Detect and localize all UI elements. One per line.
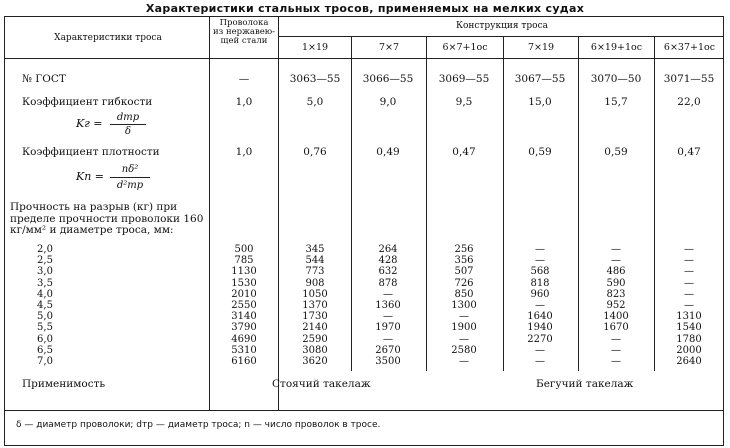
cell-density: 0,59 [528,146,552,158]
strength-cell: 3500 [375,356,401,368]
cell-flexibility: 5,0 [306,96,324,108]
formula-kg-num: dтр [116,112,140,123]
strength-cell: — [684,266,694,278]
header-construction-2: 7×7 [378,42,400,53]
strength-cell: 590 [606,277,626,289]
strength-cell: 2010 [231,288,257,300]
strength-cell: — [459,356,469,368]
strength-cell: 1540 [676,322,702,334]
strength-cell: 2000 [676,344,702,356]
strength-cell: 908 [305,277,325,289]
strength-cell: 2580 [451,344,477,356]
strength-cell: — [535,356,545,368]
cell-gost: 3063—55 [289,73,341,85]
cell-density: 0,76 [303,146,327,158]
strength-cell: 1900 [451,322,477,334]
col-divider [209,16,210,410]
strength-column [214,244,274,367]
header-construction-5: 6×19+1ос [590,42,643,53]
strength-cell: 256 [454,244,474,255]
strength-cell: — [611,244,621,255]
diameter-value: 6,5 [37,344,53,356]
header-stainless: Проволока из нержавею- щей стали [212,18,276,46]
cell-flexibility: 1,0 [235,96,253,108]
diameter-value: 4,0 [37,288,53,300]
strength-label: Прочность на разрыв (кг) при пределе прочности проволоки 160 кг/мм² и диаметре троса, мм: [10,201,204,236]
cell-density: 0,49 [376,146,400,158]
col-divider [654,36,655,371]
header-construction-3: 6×7+1ос [442,42,488,53]
footer-line [4,410,724,411]
strength-cell: 507 [454,266,474,278]
strength-cell: 1670 [603,322,629,334]
diameter-column [30,244,60,367]
strength-cell: — [684,255,694,267]
standing-rigging: Стоячий такелаж [272,378,371,390]
strength-cell: — [611,255,621,267]
strength-cell: — [459,333,469,345]
diameter-value: 5,5 [37,322,53,334]
strength-cell: 818 [530,277,550,289]
diameter-value: 4,5 [37,300,53,312]
strength-cell: 544 [305,255,325,267]
strength-cell: 3620 [302,356,328,368]
strength-cell: 2590 [302,333,328,345]
strength-cell: 726 [454,277,474,289]
strength-cell: 4690 [231,333,257,345]
strength-cell: — [459,311,469,323]
strength-cell: 1300 [451,300,477,312]
strength-cell: 2640 [676,356,702,368]
strength-column [510,244,570,367]
cell-gost: 3067—55 [514,73,566,85]
cell-density: 0,47 [452,146,476,158]
diameter-value: 7,0 [37,356,53,368]
strength-cell: 1530 [231,277,257,289]
formula-kg-den: δ [124,126,132,137]
header-construction-1: 1×19 [301,42,329,53]
strength-cell: — [684,288,694,300]
header-characteristics: Характеристики троса [54,33,162,43]
strength-cell: 2140 [302,322,328,334]
col-divider [351,36,352,371]
cell-flexibility: 22,0 [677,96,701,108]
header-construction-6: 6×37+1ос [663,42,716,53]
strength-cell: — [684,300,694,312]
cell-flexibility: 15,7 [604,96,628,108]
diameter-value: 3,5 [37,277,53,289]
strength-cell: — [684,277,694,289]
row-label-density: Коэффициент плотности [22,146,160,158]
strength-cell: 264 [378,244,398,255]
footnote: δ — диаметр проволоки; dтр — диаметр троса; n — число проволок в тросе. [16,420,381,430]
header-construction-4: 7×19 [527,42,555,53]
strength-cell: — [383,311,393,323]
strength-cell: — [535,300,545,312]
row-label-gost: № ГОСТ [22,73,66,85]
strength-cell: — [535,244,545,255]
strength-cell: 1310 [676,311,702,323]
strength-column [358,244,418,367]
strength-cell: — [535,344,545,356]
strength-cell: 5310 [231,344,257,356]
strength-cell: — [611,333,621,345]
strength-cell: 356 [454,255,474,267]
strength-cell: — [684,244,694,255]
strength-cell: 1940 [527,322,553,334]
strength-cell: 1780 [676,333,702,345]
cell-gost: 3069—55 [438,73,490,85]
col-divider [578,36,579,371]
strength-cell: 785 [234,255,254,267]
strength-cell: 1730 [302,311,328,323]
strength-cell: 1970 [375,322,401,334]
diameter-value: 3,0 [37,266,53,278]
strength-cell: — [535,255,545,267]
strength-cell: 1640 [527,311,553,323]
diameter-value: 6,0 [37,333,53,345]
strength-column [659,244,719,367]
col-divider [278,16,279,410]
formula-kp-den: d²тр [116,180,144,191]
strength-column [434,244,494,367]
formula-kg-bar [110,124,146,125]
strength-cell: 568 [530,266,550,278]
cell-gost: 3066—55 [362,73,414,85]
header-construction: Конструкция троса [456,21,548,31]
diameter-value: 5,0 [37,311,53,323]
strength-cell: 2550 [231,300,257,312]
strength-cell: 952 [606,300,626,312]
strength-cell: 486 [606,266,626,278]
strength-cell: 1130 [231,266,257,278]
strength-cell: 428 [378,255,398,267]
table-title: Характеристики стальных тросов, применяемых на мелких судах [145,2,585,15]
strength-cell: 1370 [302,300,328,312]
strength-cell: 850 [454,288,474,300]
strength-cell: 632 [378,266,398,278]
cell-flexibility: 9,0 [379,96,397,108]
strength-cell: 500 [234,244,254,255]
strength-cell: 773 [305,266,325,278]
strength-cell: — [383,288,393,300]
running-rigging: Бегучий такелаж [536,378,634,390]
strength-cell: 878 [378,277,398,289]
strength-cell: 6160 [231,356,257,368]
diameter-value: 2,5 [37,255,53,267]
row-label-applicability: Применимость [22,378,106,390]
strength-column [586,244,646,367]
strength-cell: — [383,333,393,345]
formula-kg-lhs: Kг = [76,117,103,130]
col-divider [426,36,427,371]
strength-cell: 2670 [375,344,401,356]
cell-flexibility: 15,0 [528,96,552,108]
cell-density: 1,0 [235,146,253,158]
formula-kp-lhs: Kп = [76,170,105,183]
strength-cell: 345 [305,244,325,255]
strength-cell: 2270 [527,333,553,345]
formula-kp-num: nδ² [121,164,139,175]
col-divider [503,36,504,371]
cell-density: 0,59 [604,146,628,158]
cell-gost: 3070—50 [590,73,642,85]
header-bottom-line [4,58,724,59]
header-split-line [278,36,724,37]
cell-gost: 3071—55 [663,73,715,85]
strength-column [285,244,345,367]
diameter-value: 2,0 [37,244,53,255]
strength-cell: 3790 [231,322,257,334]
row-label-flexibility: Коэффициент гибкости [22,96,153,108]
strength-cell: 1360 [375,300,401,312]
strength-cell: 3140 [231,311,257,323]
cell-flexibility: 9,5 [455,96,473,108]
cell-gost: — [238,73,250,85]
strength-cell: — [611,356,621,368]
strength-cell: — [611,344,621,356]
strength-cell: 823 [606,288,626,300]
formula-kp-bar [110,177,150,178]
strength-cell: 960 [530,288,550,300]
cell-density: 0,47 [677,146,701,158]
strength-cell: 1400 [603,311,629,323]
strength-cell: 1050 [302,288,328,300]
strength-cell: 3080 [302,344,328,356]
